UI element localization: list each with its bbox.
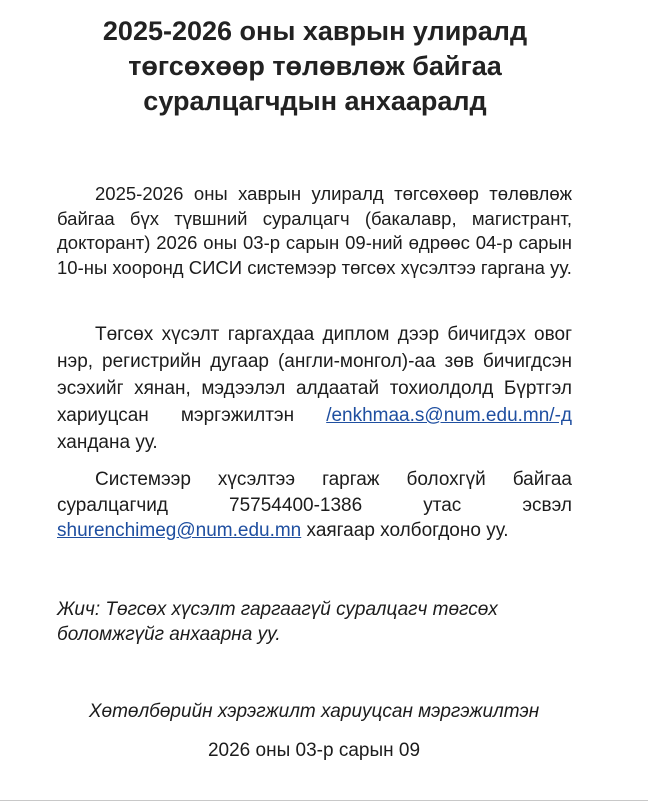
- title-line-2: төгсөхөөр төлөвлөж байгаа: [128, 51, 502, 81]
- title-line-3: суралцагчдын анхааралд: [143, 86, 487, 116]
- paragraph-verify-info-tail: хандана уу.: [57, 432, 158, 453]
- document-title: [40, 14, 590, 119]
- signature-date: 2026 оны 03-р сарын 09: [207, 740, 421, 761]
- paragraph-verify-info-text: Төгсөх хүсэлт гаргахдаа диплом дээр бичигдэх овог нэр, регистрийн дугаар (англи-монгол)-аа зөв бичигдсэн эсэхийг хянан, мэдээлэл алдаатай тохиолдолд Бүртгэл хариуцсан мэргэжилтэн: [57, 324, 572, 426]
- paragraph-contact: [57, 467, 572, 544]
- paragraph-contact-text: Системээр хүсэлтээ гаргаж болохгүй байгаа суралцагчид 75754400-1386 утас эсвэл: [57, 469, 572, 516]
- paragraph-registration-period: 2025-2026 оны хаврын улиралд төгсөхөөр төлөвлөж байгаа бүх түвшний суралцагч (бакалавр, магистрант, докторант) 2026 оны 03-р сарын 09-ний өдрөөс 04-р сарын 10-ны хооронд СИСИ системээр төгсөх хүсэлтээ гаргана уу.: [57, 183, 572, 278]
- registrar-email-link[interactable]: /enkhmaa.s@num.edu.mn/-д: [326, 405, 572, 426]
- note-text: Жич: Төгсөх хүсэлт гаргаагүй суралцагч төгсөх боломжгүйг анхаарна уу.: [57, 599, 498, 645]
- title-line-1: 2025-2026 оны хаврын улиралд: [102, 16, 528, 46]
- contact-email-link[interactable]: shurenchimeg@num.edu.mn: [57, 520, 302, 541]
- paragraph-verify-info: [57, 321, 572, 456]
- signature-role: Хөтөлбөрийн хэрэгжилт хариуцсан мэргэжилтэн: [88, 701, 540, 722]
- paragraph-contact-tail: хаягаар холбогдоно уу.: [301, 520, 509, 541]
